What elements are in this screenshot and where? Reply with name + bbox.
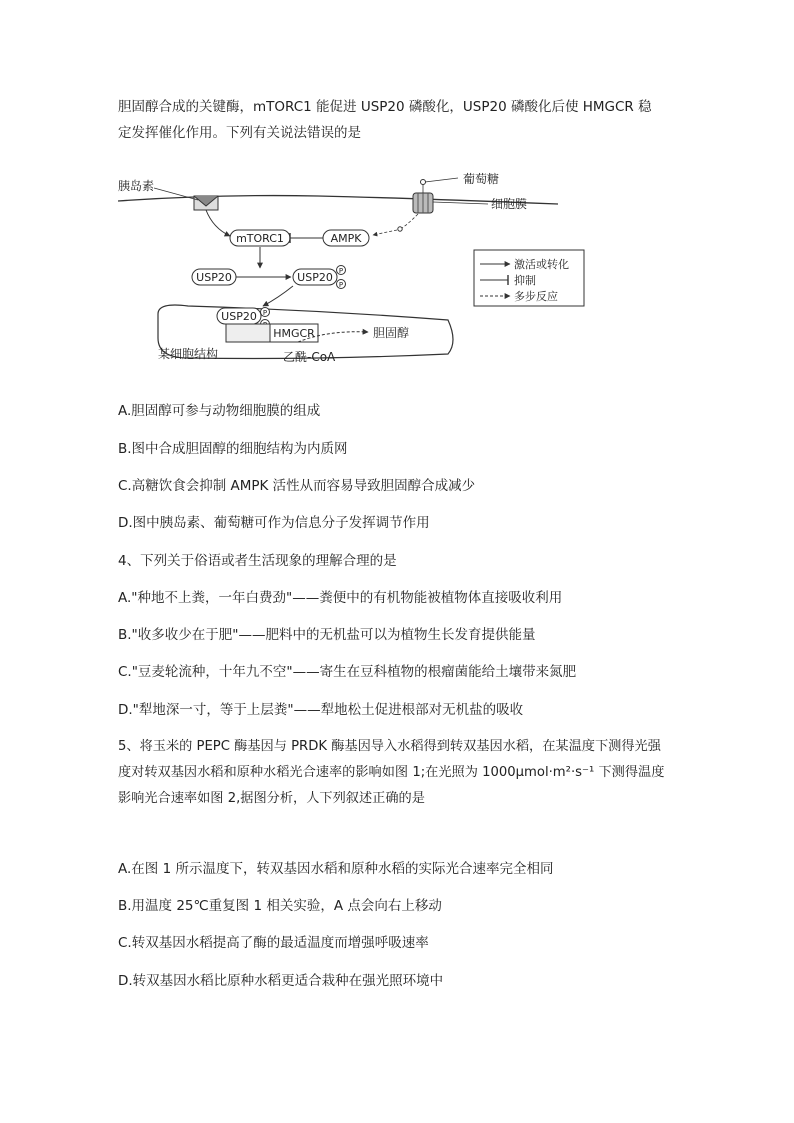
q3-option-c: C.高糖饮食会抑制 AMPK 活性从而容易导致胆固醇合成减少 (118, 478, 476, 494)
cholesterol-label: 胆固醇 (373, 326, 410, 340)
organelle-label: 某细胞结构 (158, 347, 219, 361)
legend-inhibit: 抑制 (514, 274, 536, 287)
intro-paragraph (118, 94, 678, 146)
diagram-legend (474, 250, 584, 306)
glucose-transporter-icon (413, 193, 433, 213)
q5-option-d: D.转双基因水稻比原种水稻更适合栽种在强光照环境中 (118, 973, 444, 989)
q3-option-a: A.胆固醇可参与动物细胞膜的组成 (118, 403, 321, 419)
q5-stem (118, 734, 664, 812)
glucose-molecule-icon (421, 180, 426, 185)
q4-option-a: A."种地不上粪，一年白费劲"——粪便中的有机物能被植物体直接吸收利用 (118, 590, 563, 606)
hmgcr-node: HMGCR (273, 327, 315, 340)
membrane-label: 细胞膜 (491, 197, 528, 211)
q5-option-c: C.转双基因水稻提高了酶的最适温度而增强呼吸速率 (118, 935, 429, 951)
usp20-bound-node: USP20 (221, 310, 257, 323)
q5-stem-line-1: 5、将玉米的 PEPC 酶基因与 PRDK 酶基因导入水稻得到转双基因水稻，在某温度下测得光强 (118, 739, 661, 754)
q4-option-d: D."犁地深一寸，等于上层粪"——犁地松土促进根部对无机盐的吸收 (118, 702, 524, 718)
q4-option-b: B."收多收少在于肥"——肥料中的无机盐可以为植物生长发育提供能量 (118, 627, 536, 643)
q5-option-b: B.用温度 25℃重复图 1 相关实验，A 点会向右上移动 (118, 898, 442, 914)
glucose-label: 葡萄糖 (463, 172, 500, 186)
q5-option-a: A.在图 1 所示温度下，转双基因水稻和原种水稻的实际光合速率完全相同 (118, 861, 554, 877)
mtorc1-node: mTORC1 (236, 232, 284, 245)
intro-line-1: 胆固醇合成的关键酶，mTORC1 能促进 USP20 磷酸化，USP20 磷酸化后使 HMGCR 稳 (118, 99, 652, 115)
pathway-diagram (118, 162, 588, 374)
svg-text:P: P (338, 267, 344, 275)
q5-stem-line-2: 度对转双基因水稻和原种水稻光合速率的影响如图 1;在光照为 1000μmol·m²·s⁻¹ 下测得温度 (118, 765, 665, 780)
svg-text:P: P (262, 309, 268, 317)
acetyl-coa-label: 乙酰-CoA (283, 350, 336, 364)
legend-activate: 激活或转化 (514, 258, 569, 271)
legend-multistep: 多步反应 (514, 290, 558, 303)
q4-option-c: C."豆麦轮流种，十年九不空"——寄生在豆科植物的根瘤菌能给土壤带来氮肥 (118, 664, 577, 680)
usp20-phosphorylated-node: USP20 (297, 271, 333, 284)
q4-stem: 4、下列关于俗语或者生活现象的理解合理的是 (118, 553, 397, 569)
insulin-label: 胰岛素 (118, 179, 155, 193)
intro-line-2: 定发挥催化作用。下列有关说法错误的是 (118, 125, 361, 141)
svg-text:P: P (338, 281, 344, 289)
q3-option-d: D.图中胰岛素、葡萄糖可作为信息分子发挥调节作用 (118, 515, 430, 531)
q3-option-b: B.图中合成胆固醇的细胞结构为内质网 (118, 441, 348, 457)
insulin-receptor-icon (194, 196, 218, 210)
usp20-node: USP20 (196, 271, 232, 284)
q5-stem-line-3: 影响光合速率如图 2,据图分析，人下列叙述正确的是 (118, 791, 425, 806)
ampk-node: AMPK (330, 232, 362, 245)
